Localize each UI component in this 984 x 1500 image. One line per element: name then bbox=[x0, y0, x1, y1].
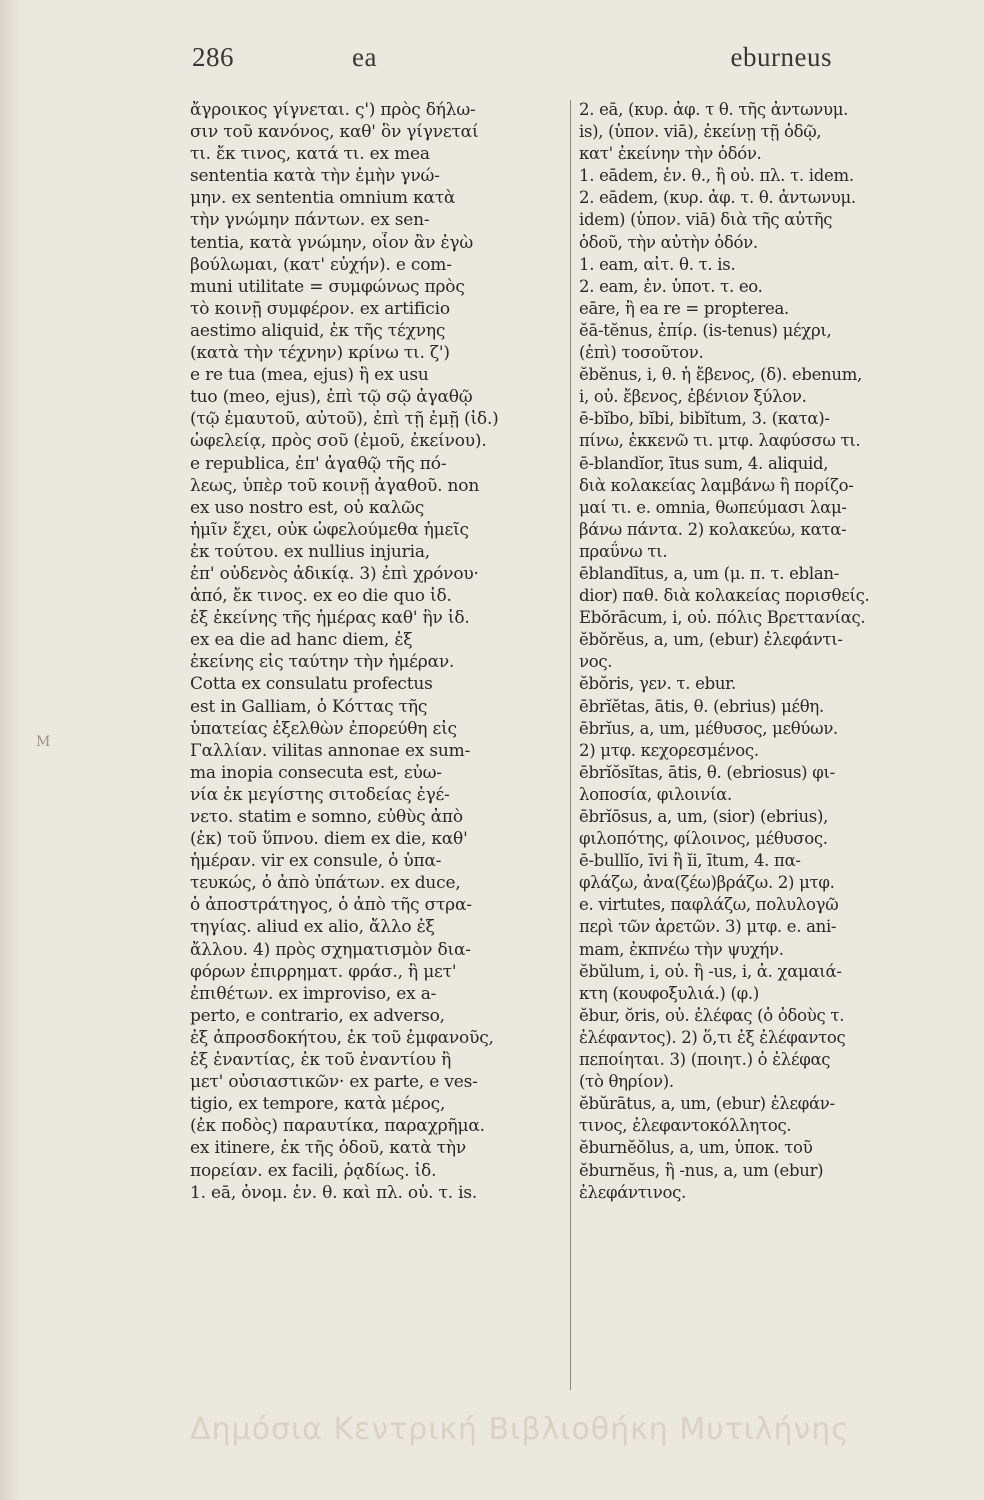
entry-line: 2. eam, ἐν. ὑποτ. τ. eo. bbox=[579, 276, 763, 296]
entry-line: ἐκείνης εἰς ταύτην τὴν ἡμέραν. bbox=[190, 652, 455, 673]
page-spine-shadow bbox=[0, 0, 22, 1500]
entry-line: ĕbŭlum, i, οὐ. ἢ -us, i, ἀ. χαμαιά- bbox=[579, 961, 842, 981]
entry-line: mam, ἐκπνέω τὴν ψυχήν. bbox=[579, 939, 784, 959]
entry-line: ἐκ τούτου. ex nullius injuria, bbox=[190, 541, 430, 562]
entry-line: ἡμέραν. vir ex consule, ὁ ὑπα- bbox=[190, 851, 442, 872]
entry-line: σιν τοῦ κανόνος, καθ' ὃν γίγνεταί bbox=[190, 122, 479, 143]
entry-line: μην. ex sententia omnium κατὰ bbox=[190, 188, 456, 209]
entry-line: Ebŏrācum, i, οὐ. πόλις Βρεττανίας. bbox=[579, 608, 866, 628]
entry-line: φόρων ἐπιρρηματ. φράσ., ἢ μετ' bbox=[190, 961, 457, 982]
entry-line: ma inopia consecuta est, εὐω- bbox=[190, 762, 442, 783]
entry-line: (ἐκ ποδὸς) παραυτίκα, παραχρῆμα. bbox=[190, 1116, 485, 1137]
entry-line: (τὸ θηρίον). bbox=[579, 1072, 674, 1092]
page-number: 286 bbox=[192, 42, 234, 72]
entry-line: νία ἐκ μεγίστης σιτοδείας ἐγέ- bbox=[190, 784, 450, 805]
entry-line: 2) μτφ. κεχορεσμένος. bbox=[579, 740, 759, 760]
entry-line: πραΰνω τι. bbox=[579, 541, 668, 561]
entry-line: φλάζω, ἀνα(ζέω)βράζω. 2) μτφ. bbox=[579, 873, 835, 893]
entry-line: διὰ κολακείας λαμβάνω ἢ πορίζο- bbox=[579, 475, 854, 495]
entry-line: ēbrĭŏsĭtas, ātis, θ. (ebriosus) φι- bbox=[579, 762, 835, 782]
entry-line: 2. eādem, (κυρ. ἀφ. τ. θ. ἀντωνυμ. bbox=[579, 188, 856, 208]
entry-line: (τῷ ἐμαυτοῦ, αὐτοῦ), ἐπὶ τῇ ἐμῇ (ἰδ.) bbox=[190, 409, 499, 430]
entry-line: ĕburnĕus, ἢ -nus, a, um (ebur) bbox=[579, 1160, 824, 1180]
entry-line: ἀπό, ἔκ τινος. ex eo die quo ἰδ. bbox=[190, 586, 452, 607]
entry-line: ἄγροικος γίγνεται. ς') πρὸς δήλω- bbox=[190, 100, 476, 120]
entry-line: ἐλέφαντος). 2) ὅ,τι ἐξ ἐλέφαντος bbox=[579, 1027, 846, 1047]
entry-line: τηγίας. aliud ex alio, ἄλλο ἐξ bbox=[190, 917, 435, 938]
entry-line: perto, e contrario, ex adverso, bbox=[190, 1005, 445, 1026]
entry-line: κτη (κουφοξυλιά.) (φ.) bbox=[579, 983, 759, 1003]
entry-line: ĕbŏrĕus, a, um, (ebur) ἐλεφάντι- bbox=[579, 630, 843, 650]
entry-line: ἐπ' οὐδενὸς ἀδικίᾳ. 3) ἐπὶ χρόνου· bbox=[190, 563, 479, 584]
entry-line: ἐξ ἀπροσδοκήτου, ἐκ τοῦ ἐμφανοῦς, bbox=[190, 1027, 494, 1048]
entry-line: 1. eam, αἰτ. θ. τ. is. bbox=[579, 254, 736, 274]
entry-line: tuo (meo, ejus), ἐπὶ τῷ σῷ ἀγαθῷ bbox=[190, 387, 473, 408]
entry-line: ĕbur, ŏris, οὐ. ἐλέφας (ὁ ὀδοὺς τ. bbox=[579, 1005, 845, 1025]
entry-line: e re tua (mea, ejus) ἢ ex usu bbox=[190, 365, 429, 386]
entry-line: ĕbĕnus, i, θ. ἡ ἔβενος, (δ). ebenum, bbox=[579, 365, 862, 385]
entry-line: ĕā-tĕnus, ἐπίρ. (is-tenus) μέχρι, bbox=[579, 320, 832, 340]
entry-line: (ἐπὶ) τοσοῦτον. bbox=[579, 343, 704, 363]
entry-line: ἐλεφάντινος. bbox=[579, 1182, 687, 1202]
entry-line: λοποσία, φιλοινία. bbox=[579, 784, 732, 804]
entry-line: ē-blandĭor, ītus sum, 4. aliquid, bbox=[579, 453, 829, 473]
entry-line: πεποίηται. 3) (ποιητ.) ὁ ἐλέφας bbox=[579, 1050, 831, 1070]
entry-line: φιλοπότης, φίλοινος, μέθυσος. bbox=[579, 829, 828, 849]
entry-line: ēbrĭōsus, a, um, (sior) (ebrius), bbox=[579, 807, 829, 826]
entry-line: ex ea die ad hanc diem, ἐξ bbox=[190, 630, 413, 651]
entry-line: ĕbŭrātus, a, um, (ebur) ἐλεφάν- bbox=[579, 1094, 835, 1114]
entry-line: τὴν γνώμην πάντων. ex sen- bbox=[190, 210, 430, 231]
entry-line: is), (ὑπον. viā), ἐκείνῃ τῇ ὁδῷ, bbox=[579, 122, 822, 142]
entry-line: i, οὐ. ἔβενος, ἐβένιον ξύλον. bbox=[579, 387, 807, 407]
entry-line: Γαλλίαν. vilitas annonae ex sum- bbox=[190, 740, 471, 761]
entry-line: ēbrĭĕtas, ātis, θ. (ebrius) μέθη. bbox=[579, 696, 824, 716]
entry-line: τὸ κοινῇ συμφέρον. ex artificio bbox=[190, 298, 450, 319]
column-divider bbox=[570, 100, 572, 1390]
entry-line: idem) (ὑπον. viā) διὰ τῆς αὐτῆς bbox=[579, 210, 833, 230]
entry-line: βάνω πάντα. 2) κολακεύω, κατα- bbox=[579, 519, 847, 539]
library-watermark: Δημόσια Κεντρική Βιβλιοθήκη Μυτιλήνης bbox=[190, 1412, 850, 1447]
right-column bbox=[579, 99, 915, 1204]
entry-line: ἐξ ἐκείνης τῆς ἡμέρας καθ' ἣν ἰδ. bbox=[190, 608, 470, 629]
entry-line: ἡμῖν ἔχει, οὐκ ὠφελούμεθα ἡμεῖς bbox=[190, 519, 469, 540]
right-guide-word: eburneus bbox=[730, 42, 832, 72]
entry-line: ĕbŏris, γεν. τ. ebur. bbox=[579, 674, 736, 694]
entry-line: 1. eā, ὀνομ. ἑν. θ. καὶ πλ. οὐ. τ. is. bbox=[190, 1182, 478, 1203]
entry-line: βούλωμαι, (κατ' εὐχήν). e com- bbox=[190, 254, 452, 275]
entry-line: Cotta ex consulatu profectus bbox=[190, 674, 433, 695]
page-header bbox=[192, 42, 832, 88]
entry-line: ex itinere, ἐκ τῆς ὁδοῦ, κατὰ τὴν bbox=[190, 1138, 466, 1159]
entry-line: e republica, ἐπ' ἀγαθῷ τῆς πό- bbox=[190, 453, 447, 474]
entry-line: sententia κατὰ τὴν ἐμὴν γνώ- bbox=[190, 166, 440, 187]
entry-line: μαί τι. e. omnia, θωπεύμασι λαμ- bbox=[579, 497, 847, 517]
entry-line: τι. ἔκ τινος, κατά τι. ex mea bbox=[190, 144, 430, 165]
entry-line: ē-bĭbo, bĭbi, bibĭtum, 3. (κατα)- bbox=[579, 409, 830, 429]
entry-line: ē-bullĭo, īvi ἢ ĭi, ītum, 4. πα- bbox=[579, 851, 801, 871]
entry-line: 2. eā, (κυρ. ἀφ. τ θ. τῆς ἀντωνυμ. bbox=[579, 100, 849, 119]
entry-line: περὶ τῶν ἀρετῶν. 3) μτφ. e. ani- bbox=[579, 917, 837, 937]
entry-line: ἄλλου. 4) πρὸς σχηματισμὸν δια- bbox=[190, 939, 471, 960]
entry-line: κατ' ἐκείνην τὴν ὁδόν. bbox=[579, 144, 762, 164]
entry-line: ὁδοῦ, τὴν αὐτὴν ὁδόν. bbox=[579, 232, 758, 252]
entry-line: τινος, ἐλεφαντοκόλλητος. bbox=[579, 1116, 792, 1136]
entry-line: dior) παθ. διὰ κολακείας πορισθείς. bbox=[579, 586, 870, 606]
left-column bbox=[190, 99, 560, 1204]
entry-line: νος. bbox=[579, 652, 613, 672]
entry-line: muni utilitate = συμφώνως πρὸς bbox=[190, 276, 465, 297]
entry-line: ex uso nostro est, οὐ καλῶς bbox=[190, 497, 425, 518]
entry-line: λεως, ὑπὲρ τοῦ κοινῇ ἀγαθοῦ. non bbox=[190, 475, 480, 496]
margin-mark: M bbox=[36, 734, 51, 750]
entry-line: e. virtutes, παφλάζω, πολυλογῶ bbox=[579, 895, 839, 915]
entry-line: ὠφελείᾳ, πρὸς σοῦ (ἐμοῦ, ἐκείνου). bbox=[190, 431, 487, 452]
entry-line: 1. eādem, ἑν. θ., ἢ οὐ. πλ. τ. idem. bbox=[579, 166, 854, 186]
entry-line: ὁ ἀποστράτηγος, ὁ ἀπὸ τῆς στρα- bbox=[190, 895, 472, 916]
entry-line: tentia, κατὰ γνώμην, οἷον ἂν ἐγὼ bbox=[190, 232, 474, 253]
entry-line: aestimo aliquid, ἐκ τῆς τέχνης bbox=[190, 320, 446, 341]
entry-line: ēblandītus, a, um (μ. π. τ. eblan- bbox=[579, 563, 840, 583]
left-guide-word: ea bbox=[352, 42, 377, 72]
entry-line: ĕburnĕŏlus, a, um, ὑποκ. τοῦ bbox=[579, 1138, 813, 1158]
entry-line: tigio, ex tempore, κατὰ μέρος, bbox=[190, 1094, 446, 1115]
entry-line: ἐξ ἐναντίας, ἐκ τοῦ ἐναντίου ἢ bbox=[190, 1050, 452, 1071]
entry-line: μετ' οὐσιαστικῶν· ex parte, e ves- bbox=[190, 1072, 478, 1093]
entry-line: νετο. statim e somno, εὐθὺς ἀπὸ bbox=[190, 807, 463, 827]
entry-line: ēbrĭus, a, um, μέθυσος, μεθύων. bbox=[579, 718, 838, 738]
entry-line: ἐπιθέτων. ex improviso, ex a- bbox=[190, 983, 437, 1004]
entry-line: τευκώς, ὁ ἀπὸ ὑπάτων. ex duce, bbox=[190, 873, 461, 894]
entry-line: ὑπατείας ἐξελθὼν ἐπορεύθη εἰς bbox=[190, 718, 457, 739]
entry-line: (ἐκ) τοῦ ὕπνου. diem ex die, καθ' bbox=[190, 829, 468, 850]
entry-line: πίνω, ἐκκενῶ τι. μτφ. λαφύσσω τι. bbox=[579, 431, 861, 451]
entry-line: est in Galliam, ὁ Κόττας τῆς bbox=[190, 696, 428, 717]
entry-line: (κατὰ τὴν τέχνην) κρίνω τι. ζ') bbox=[190, 343, 450, 364]
entry-line: πορείαν. ex facili, ῥᾳδίως. ἰδ. bbox=[190, 1160, 437, 1181]
entry-line: eāre, ἢ ea re = propterea. bbox=[579, 298, 789, 318]
